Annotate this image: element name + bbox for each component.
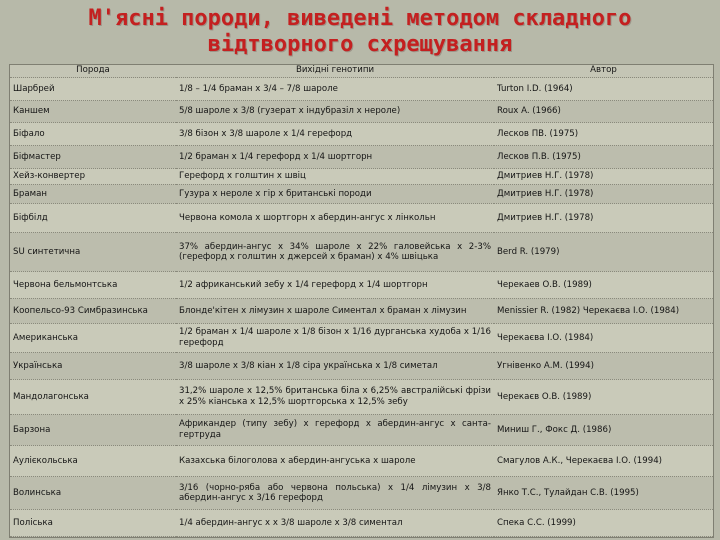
table-row — [10, 509, 713, 536]
table-row — [10, 476, 713, 509]
breed-cell: Біфмастер — [10, 146, 176, 169]
author-cell: Янко Т.С., Тулайдан С.В. (1995) — [494, 476, 713, 509]
slide-title — [0, 6, 720, 58]
genotypes-cell: 1/8 – 1/4 браман х 3/4 – 7/8 шароле — [176, 77, 494, 100]
table-row — [10, 168, 713, 185]
author-cell: Смагулов А.К., Черекаєва І.О. (1994) — [494, 445, 713, 476]
genotypes-cell: 1/2 браман х 1/4 шароле х 1/8 бізон х 1/16 дурганська худоба х 1/16 герефорд — [176, 323, 494, 352]
breed-cell: Аулієкольська — [10, 445, 176, 476]
author-cell: Berd R. (1979) — [494, 232, 713, 271]
genotypes-cell: Герефорд х голштин х швіц — [176, 168, 494, 185]
breed-cell: Мандолагонська — [10, 379, 176, 414]
breed-cell: Поліська — [10, 509, 176, 536]
header-author: Автор — [494, 65, 713, 77]
genotypes-cell: 3/16 (чорно-ряба або червона польська) х 1/4 лімузин х 3/8 абердин-ангус х 3/16 герефорд — [176, 476, 494, 509]
genotypes-cell: 3/8 шароле х 3/8 кіан х 1/8 сіра українська х 1/8 симетал — [176, 352, 494, 379]
table-row — [10, 146, 713, 169]
table-row — [10, 203, 713, 232]
breed-cell: SU синтетична — [10, 232, 176, 271]
author-cell: Дмитриев Н.Г. (1978) — [494, 185, 713, 204]
table-row — [10, 185, 713, 204]
author-cell: Угнівенко А.М. (1994) — [494, 352, 713, 379]
genotypes-cell: Африкандер (типу зебу) х герефорд х абердин-ангус х санта-гертруда — [176, 414, 494, 445]
breed-cell: Каншем — [10, 100, 176, 123]
table-row — [10, 352, 713, 379]
genotypes-cell: 1/2 африканський зебу х 1/4 герефорд х 1/4 шортгорн — [176, 272, 494, 299]
genotypes-cell: 5/8 шароле х 3/8 (гузерат х індубразіл х нероле) — [176, 100, 494, 123]
genotypes-cell: 3/8 бізон х 3/8 шароле х 1/4 герефорд — [176, 123, 494, 146]
header-breed: Порода — [10, 65, 176, 77]
title-line-1: М'ясні породи, виведені методом складного — [88, 6, 632, 31]
table-row — [10, 379, 713, 414]
genotypes-cell: Блонде'кітен х лімузин х шароле Симентал х браман х лімузин — [176, 299, 494, 324]
breed-cell: Біфбілд — [10, 203, 176, 232]
author-cell: Дмитриев Н.Г. (1978) — [494, 203, 713, 232]
author-cell: Дмитриев Н.Г. (1978) — [494, 168, 713, 185]
author-cell: Черекаєва І.О. (1984) — [494, 323, 713, 352]
breed-cell: Коопельсо-93 Симбразинська — [10, 299, 176, 324]
breeds-table — [9, 64, 714, 538]
table-header-row — [10, 65, 713, 77]
table-row — [10, 232, 713, 271]
table-row — [10, 445, 713, 476]
breed-cell: Шарбрей — [10, 77, 176, 100]
table-row — [10, 299, 713, 324]
breed-cell: Хейз-конвертер — [10, 168, 176, 185]
author-cell: Turton I.D. (1964) — [494, 77, 713, 100]
genotypes-cell: 37% абердин-ангус х 34% шароле х 22% галовейська х 2-3% (герефорд х голштин х джерсей х браман) х 4% швіцька — [176, 232, 494, 271]
table-row — [10, 123, 713, 146]
genotypes-cell: Гузура х нероле х гір х британські породи — [176, 185, 494, 204]
breed-cell: Червона бельмонтська — [10, 272, 176, 299]
table-row — [10, 100, 713, 123]
header-genotypes: Вихідні генотипи — [176, 65, 494, 77]
table-row — [10, 414, 713, 445]
breed-cell: Барзона — [10, 414, 176, 445]
genotypes-cell: 31,2% шароле х 12,5% британська біла х 6,25% австралійські фрізи х 25% кіанська х 12,5% шортгорська х 12,5% зебу — [176, 379, 494, 414]
author-cell: Лесков П.В. (1975) — [494, 146, 713, 169]
author-cell: Roux A. (1966) — [494, 100, 713, 123]
author-cell: Menissier R. (1982) Черекаєва І.О. (1984) — [494, 299, 713, 324]
breed-cell: Американська — [10, 323, 176, 352]
breed-cell: Біфало — [10, 123, 176, 146]
genotypes-cell: Казахська білоголова х абердин-ангуська х шароле — [176, 445, 494, 476]
author-cell: Миниш Г., Фокс Д. (1986) — [494, 414, 713, 445]
author-cell: Черекаев О.В. (1989) — [494, 272, 713, 299]
author-cell: Спека С.С. (1999) — [494, 509, 713, 536]
author-cell: Лесков ПВ. (1975) — [494, 123, 713, 146]
breed-cell: Волинська — [10, 476, 176, 509]
title-line-2: відтворного схрещування — [207, 32, 513, 57]
author-cell: Черекаєв О.В. (1989) — [494, 379, 713, 414]
breed-cell: Українська — [10, 352, 176, 379]
table-row — [10, 272, 713, 299]
genotypes-cell: 1/2 браман х 1/4 герефорд х 1/4 шортгорн — [176, 146, 494, 169]
table-row — [10, 323, 713, 352]
genotypes-cell: Червона комола х шортгорн х абердин-ангус х лінкольн — [176, 203, 494, 232]
table-row — [10, 77, 713, 100]
genotypes-cell: 1/4 абердин-ангус х х 3/8 шароле х 3/8 симентал — [176, 509, 494, 536]
breed-cell: Браман — [10, 185, 176, 204]
